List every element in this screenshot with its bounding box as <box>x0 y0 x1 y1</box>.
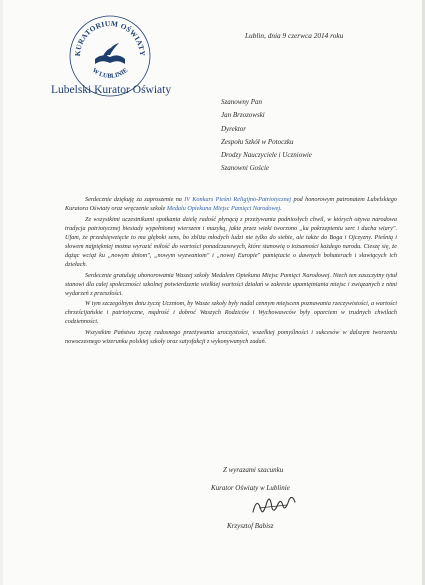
signer-name: Krzysztof Babisz <box>227 522 274 530</box>
highlighted-contest-name: IV Konkurs Pieśni Religijno-Patriotycznej <box>184 196 292 203</box>
date-line: Lublin, dnia 9 czerwca 2014 roku <box>245 31 344 40</box>
recipients-block <box>221 96 312 176</box>
paragraph-text: pod honorowym patronatem Lubelskiego Kuratora Oświaty oraz wręczenie szkole <box>65 196 397 212</box>
letter-body <box>65 196 397 349</box>
paragraph-congratulations: Serdecznie gratuluję uhonorowania Waszej szkoły Medalem Opiekuna Miejsc Pamięci Narodowej. Niech ten zaszczytny tytuł stanowi dla całej społeczności szkolnej potwierdzenie wielkiej wartości działań w zakresie upamiętniania miejsc i związanych z nimi wydarzeń z przeszłości. <box>65 271 397 297</box>
organization-name: Lubelski Kurator Oświaty <box>51 84 172 96</box>
recipient-line: Drodzy Nauczyciele i Uczniowie <box>221 151 312 160</box>
recipient-line: Szanowni Goście <box>221 164 270 173</box>
handwritten-signature <box>247 490 301 520</box>
closing-line: Z wyrazami szacunku <box>223 466 284 474</box>
seal-text-bottom: W LUBLINIE <box>90 66 130 80</box>
svg-text:W LUBLINIE <box>91 67 129 80</box>
recipient-line: Zespołu Szkół w Potoczku <box>221 137 294 146</box>
highlighted-medal-name: Medalu Opiekuna Miejsc Pamięci Narodowej <box>166 204 281 212</box>
paragraph-text: . <box>280 204 282 212</box>
paragraph-wishes-all: Wszystkim Państwu życzę radosnego przeżywania uroczystości, wszelkiej pomyślności i sukcesów w dalszym tworzeniu nowoczesnego wizerunku polskiej szkoły oraz satysfakcji z wykonywanych zadań. <box>65 329 397 346</box>
paragraph-invitation <box>65 196 397 214</box>
paragraph-joy: Ze wszystkimi uczestnikami spotkania dzielę radość płynącą z przeżywania podniosłych chwil, w których ożywa narodowa tradycja patriotycznej biesiady wypełnionej wierszem i muzyką, jakie przez wieki tworzono „ku pokrzepieniu serc i ducha wiary". Ufam, że przedsięwzięcie to ma głęboki sens, bo zbliża młodych ludzi nie tylko do siebie, ale także do Boga i Ojczyzny. Pieśnią i słowem najpiękniej można wyrazić miłość do wartości ponadczasowych, które stanowią o tożsamości każdego narodu. Cieszę się, że dążąc wciąż ku „nowym dniom", „nowym wyzwaniom" i „nowej Europie" pamiętacie o dawnych bohaterach i sławiących ich dziełach. <box>65 215 397 268</box>
open-book-icon <box>95 43 125 64</box>
recipient-line: Dyrektor <box>221 124 247 133</box>
signer-title: Kurator Oświaty w Lublinie <box>211 484 290 492</box>
recipient-line: Jan Brzozowski <box>221 111 265 120</box>
paragraph-text: Serdecznie dziękuję za zaproszenie na <box>85 196 185 203</box>
seal-text-top: KURATORIUM OŚWIATY <box>72 18 148 57</box>
recipient-line: Szanowny Pan <box>221 98 263 106</box>
paragraph-wishes-students: W tym szczególnym dniu życzę Uczniom, by Wasze szkoły były nadal cennym miejscem poznawania rzeczywistości, a wartości chrześcijańskie i patriotyczne, mądrość i dobroć Waszych Rodziców i Wychowawców były oparciem w trudnych chwilach codzienności. <box>65 300 397 326</box>
